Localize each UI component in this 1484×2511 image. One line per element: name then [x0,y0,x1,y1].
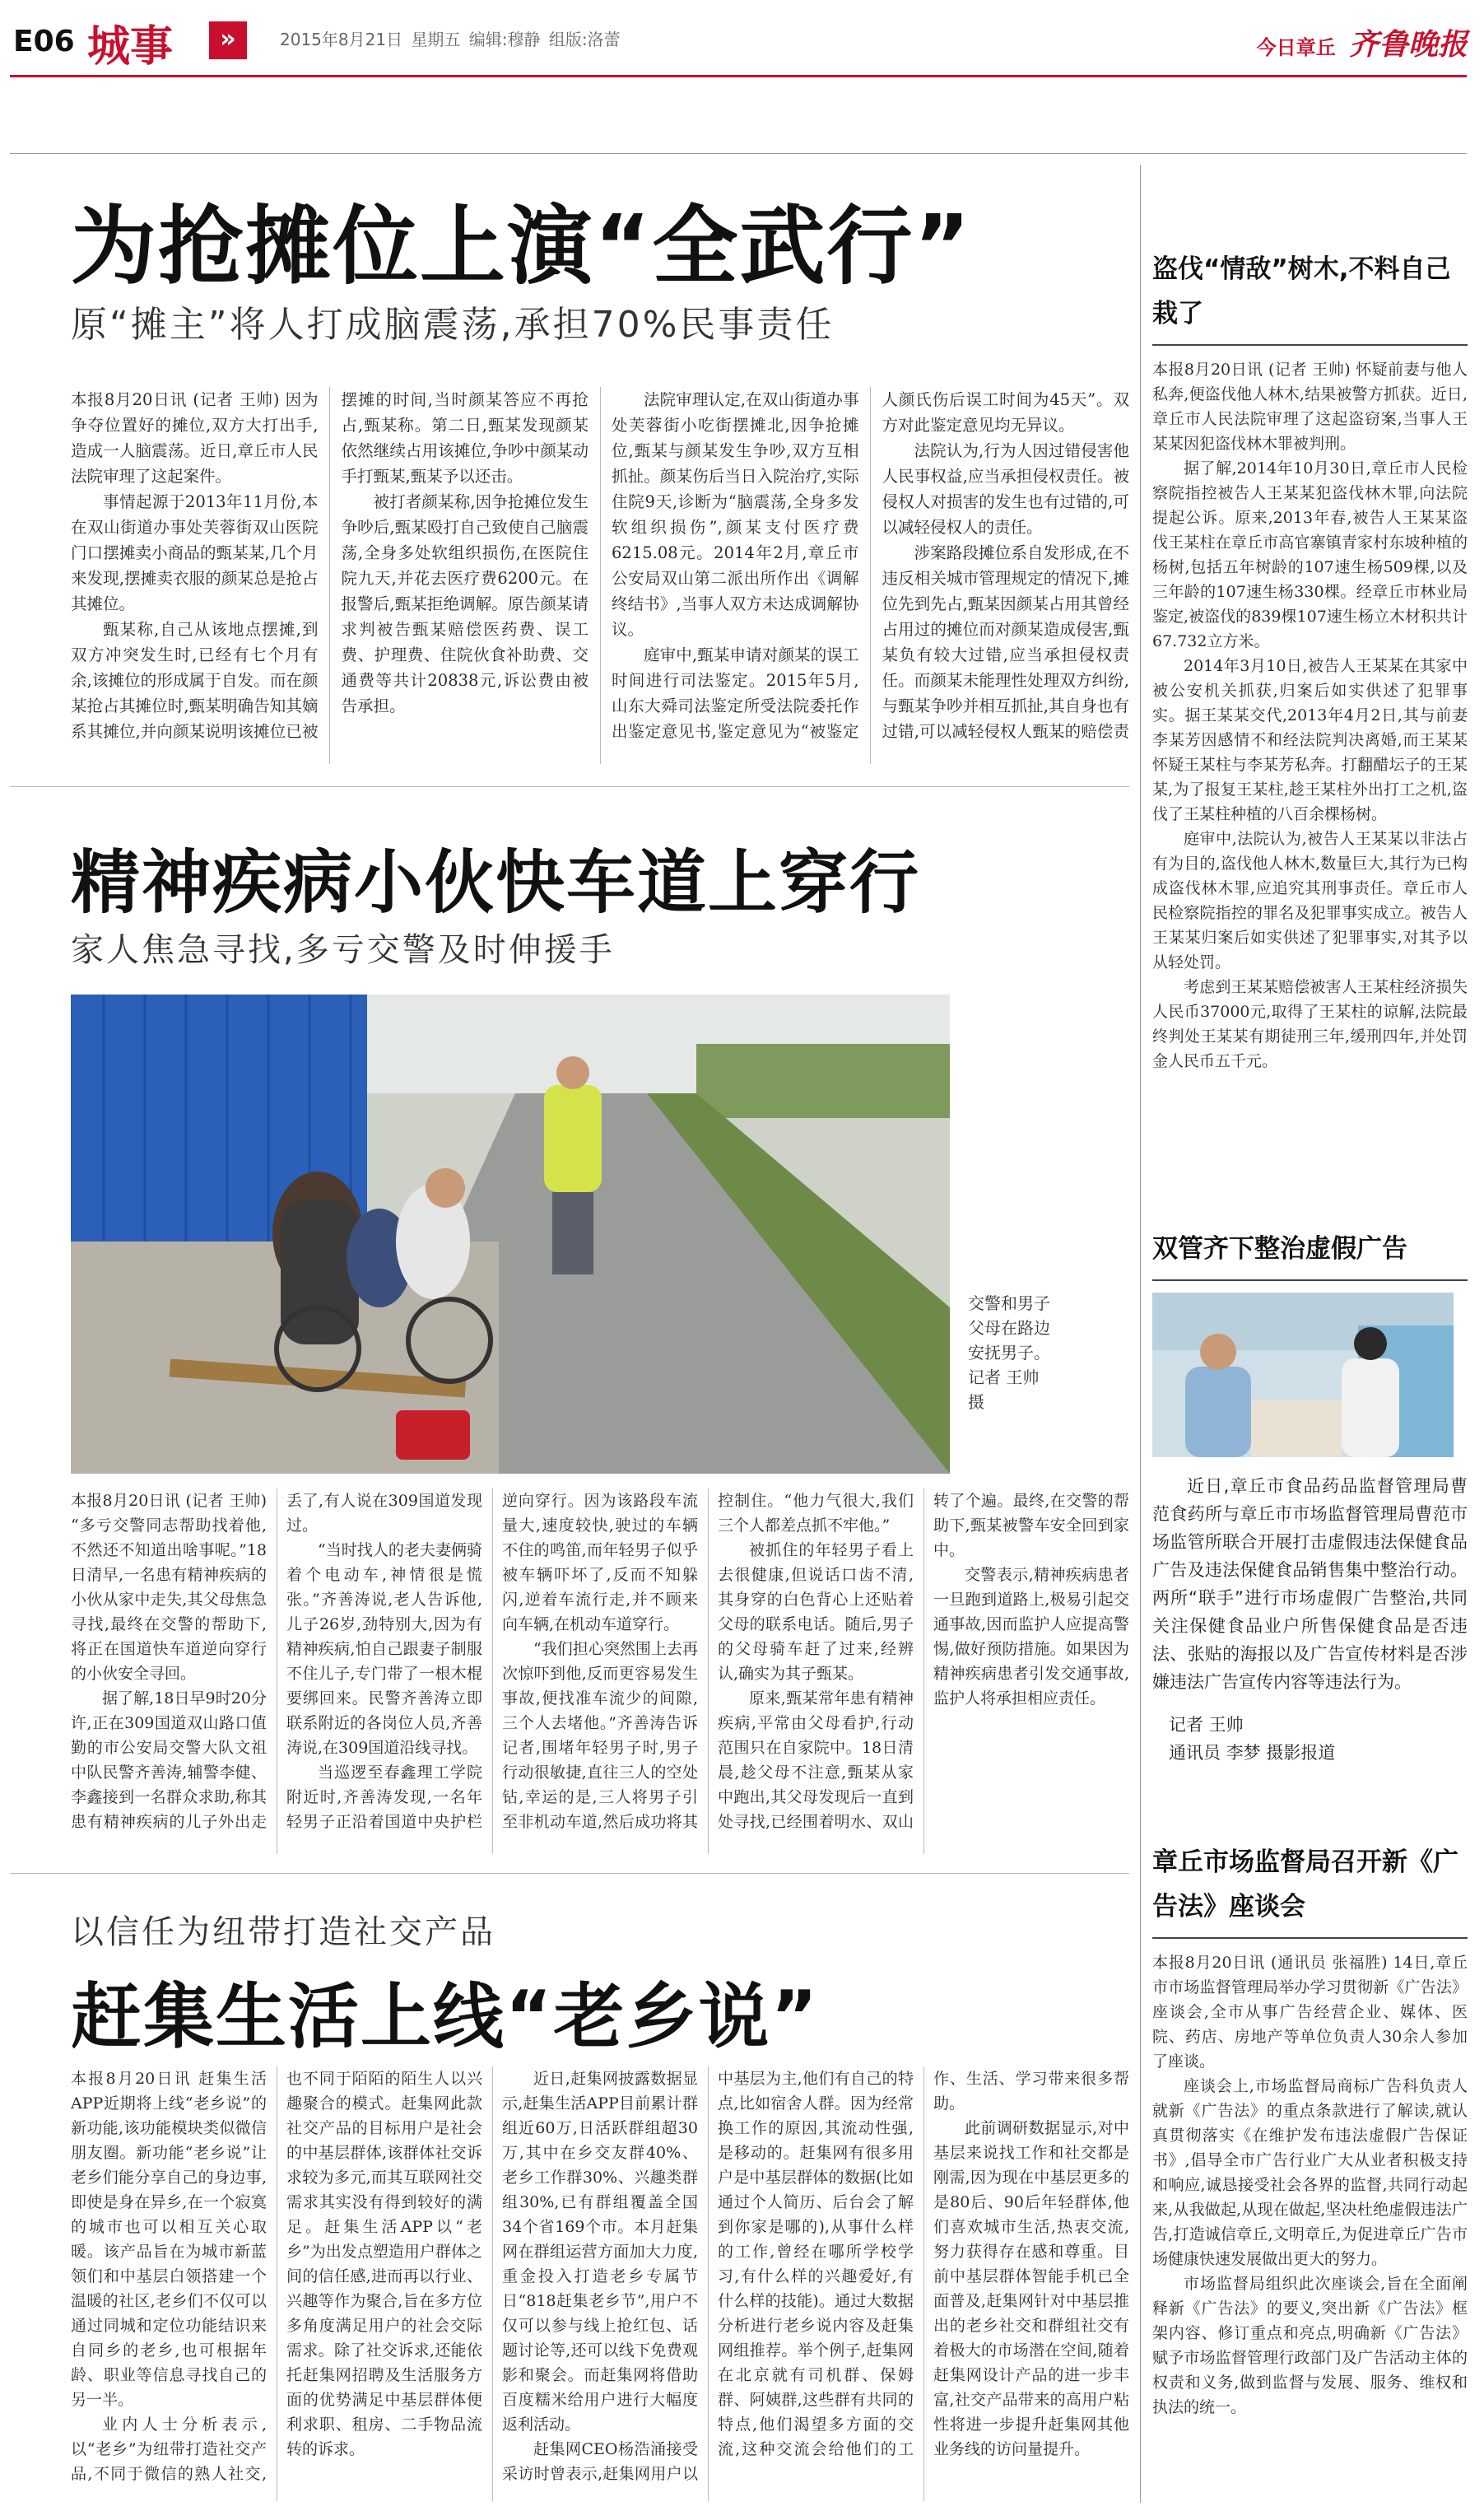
article1-paragraph: 甄某称,自己从该地点摆摊,到双方冲突发生时,已经有七个月有余,该摊位的形成属于自发。而在颜某抢占其摊位时,甄某明确告知其嫡系其摊位,并向颜某说明该摊位已被摆摊的时间,当时颜某答应不再抢占,甄某称。第二日,甄某发现颜某依然继续占用该摊位,争吵中颜某动手打甄某,甄某予以还击。 [71,390,588,741]
sidebar-story-3 [1152,1840,1468,2503]
article1-lead: 本报8月20日讯 (记者 王帅) 因为争夺位置好的摊位,双方大打出手,造成一人脑震荡。近日,章丘市人民法院审理了这起案件。 [71,390,319,486]
article2-paragraph: 交警表示,精神疾病患者一旦跑到道路上,极易引起交通事故,因而监护人应提高警惕,做好预防措施。如果因为精神疾病患者引发交通事故,监护人将承担相应责任。 [933,1566,1129,1707]
sidebar2-credit-correspondent: 通讯员 李梦 摄影报道 [1169,1743,1336,1763]
article1-paragraph: 涉案路段摊位系自发形成,在不违反相关城市管理规定的情况下,摊位先到先占,甄某因颜某占用其曾经占用过的摊位而对颜某造成侵害,甄某负有较大过错,应当承担侵权责任。而颜某未能理性处理双方纠纷,与甄某争吵并相互抓扯,其自身也有过错,可以减轻侵权人甄某的赔偿责 [882,543,1129,741]
article2-paragraph: 被抓住的年轻男子看上去很健康,但说话口齿不清,其身穿的白色背心上还贴着父母的联系电话。随后,男子的父母骑车赶了过来,经辨认,确实为其子甄某。 [718,1541,914,1683]
brand-logo: 齐鲁晚报 [1348,27,1468,62]
sidebar-title-rule [1152,1279,1468,1281]
issue-date: 2015年8月21日 [280,30,403,49]
article2-lead: 本报8月20日讯 (记者 王帅) “多亏交警同志帮助找着他,不然还不知道出啥事呢。”18日清早,一名患有精神疾病的小伙从家中走失,其父母焦急寻找,最终在交警的帮助下,将正在国道快车道逆向穿行的小伙安全寻回。 [71,1492,267,1683]
article2-subtitle: 家人焦急寻找,多亏交警及时伸援手 [71,931,615,969]
sidebar-title-rule [1152,344,1468,346]
article2-paragraph: “我们担心突然围上去再次惊吓到他,反而更容易发生事故,便找准车流少的间隙,三个人去堵他。”齐善涛告诉记者,围堵年轻男子时,男子行动很敏捷,直往三人的空处钻,幸运的是,三人将男子引至非机动车道,然后成功将其控制住。“他力气很大,我们三个人都差点抓不牢他。” [502,1492,914,1831]
article2-body [71,1488,1129,1854]
article3-kicker: 以信任为纽带打造社交产品 [71,1913,495,1951]
header-rule [10,75,1467,77]
issue-editor: 编辑:穆静 [468,30,541,49]
article1-subtitle: 原“摊主”将人打成脑震荡,承担70%民事责任 [71,304,835,346]
sidebar1-lead: 本报8月20日讯 (记者 王帅) 怀疑前妻与他人私奔,便盗伐他人林木,结果被警方抓获。近日,章丘市人民法院审理了这起盗窃案,当事人王某某因犯盗伐林木罪被判刑。 [1152,361,1468,453]
article-separator [10,1873,1129,1874]
sidebar-story-2 [1152,1227,1468,1819]
issue-layout: 组版:洛蕾 [548,30,621,49]
sidebar1-title: 盗伐“情敌”树木,不料自己栽了 [1152,254,1451,328]
article-separator [10,786,1129,787]
section-arrow-icon: » [209,21,247,59]
article1-paragraph: 法院审理认定,在双山街道办事处芙蓉街小吃街摆摊北,因争抢摊位,甄某与颜某发生争吵,双方互相抓扯。颜某伤后当日入院治疗,实际住院9天,诊断为“脑震荡,全身多发软组织损伤”,颜某支付医疗费6215.08元。2014年2月,章丘市公安局双山第二派出所作出《调解终结书》,当事人双方未达成调解协议。 [612,390,859,639]
page-number: E06 [13,25,75,58]
article3-paragraph: 近日,赶集网披露数据显示,赶集生活APP目前累计群组近60万,日活跃群组超30万,其中在乡交友群40%、老乡工作群30%、兴趣类群组30%,已有群组覆盖全国34个省169个市。本月赶集网在群组运营方面加大力度,重金投入打造老乡专属节日“818赶集老乡节”,用户不仅可以参与线上抢红包、话题讨论等,还可以线下免费观影和聚会。而赶集网将借助百度糯米给用户进行大幅度返利活动。 [502,2070,698,2434]
article2-paragraph: 原来,甄某常年患有精神疾病,平常由父母看护,行动范围只在自家院中。18日清晨,趁父母不注意,甄某从家中跑出,其父母发现后一直到处寻找,已经围着明水、双山转了个遍。最终,在交警的帮助下,甄某被警车安全回到家中。 [718,1492,1129,1831]
sidebar3-lead: 本报8月20日讯 (通讯员 张福胜) 14日,章丘市市场监督管理局举办学习贯彻新《广告法》座谈会,全市从事广告经营企业、媒体、医院、药店、房地产等单位负责人30余人参加了座谈。 [1152,1954,1468,2071]
sidebar3-body [1152,1950,1468,2420]
article1-paragraph: 法院认为,行为人因过错侵害他人民事权益,应当承担侵权责任。被侵权人对损害的发生也有过错的,可以减轻侵权人的责任。 [882,441,1129,537]
brand [1257,21,1468,63]
header-thin-rule [10,153,1467,154]
article2-title: 精神疾病小伙快车道上穿行 [71,842,921,923]
article3-paragraph: 此前调研数据显示,对中基层来说找工作和社交都是刚需,因为现在中基层更多的是80后、90后年轻群体,他们喜欢城市生活,热衷交流,努力获得存在感和尊重。目前中基层群体智能手机已全面普及,赶集网针对中基层推出的老乡社交和群组社交有着极大的市场潜在空间,随着赶集网设计产品的进一步丰富,社交产品带来的高用户粘性将进一步提升赶集网其他业务线的访问量提升。 [933,2119,1129,2458]
article3-lead: 本报8月20日讯 赶集生活APP近期将上线“老乡说”的新功能,该功能模块类似微信朋友圈。新功能“老乡说”让老乡们能分享自己的身边事,即使是身在异乡,在一个寂寞的城市也可以相互关心取暖。该产品旨在为城市新蓝领们和中基层白领搭建一个温暖的社区,老乡们不仅可以通过同城和定位功能结识来自同乡的老乡,也可根据年龄、职业等信息寻找自己的另一半。 [71,2070,267,2409]
sidebar1-paragraph: 庭审中,法院认为,被告人王某某以非法占有为目的,盗伐他人林木,数量巨大,其行为已构成盗伐林木罪,应追究其刑事责任。章丘市人民检察院指控的罪名及犯罪事实成立。被告人王某某归案后如实供述了犯罪事实,对其予以从轻处罚。 [1152,830,1468,971]
sidebar2-body [1152,1472,1468,1696]
sidebar2-credit [1152,1711,1468,1767]
photo-scene [71,995,950,1474]
sidebar3-title: 章丘市场监督局召开新《广告法》座谈会 [1152,1847,1458,1922]
sidebar-rule [1140,165,1141,2503]
article2-paragraph: “当时找人的老夫妻俩骑着个电动车,神情很是慌张。”齐善涛说,老人告诉他,儿子26岁,劲特别大,因为有精神疾病,怕自己跟妻子制服不住儿子,专门带了一根木棍要绑回来。民警齐善涛立即联系附近的各岗位人员,齐善涛说,在309国道沿线寻找。 [286,1541,482,1757]
sidebar-photo [1152,1293,1454,1457]
sidebar3-paragraph: 市场监督局组织此次座谈会,旨在全面阐释新《广告法》的要义,突出新《广告法》框架内容、修订重点和亮点,明确新《广告法》赋予市场监督管理行政部门及广告活动主体的权责和义务,做到监督与发展、服务、维权和执法的统一。 [1152,2275,1468,2416]
photo-caption: 交警和男子父母在路边安抚男子。记者 王帅 摄 [968,1293,1050,1412]
news-photo [71,995,950,1474]
sidebar2-text: 近日,章丘市食品药品监督管理局曹范食药所与章丘市市场监督管理局曹范市场监管所联合开展打击虚假违法保健食品广告及违法保健食品销售集中整治行动。两所“联手”进行市场虚假广告整治,共同关注保健食品业户所售保健食品是否违法、张贴的海报以及广告宣传材料是否涉嫌违法广告宣传内容等违法行为。 [1152,1476,1468,1692]
sidebar-story-1 [1152,247,1468,1202]
article1-paragraph: 被打者颜某称,因争抢摊位发生争吵后,甄某殴打自己致使自己脑震荡,全身多处软组织损伤,在医院住院九天,并花去医疗费6200元。在报警后,甄某拒绝调解。原告颜某请求判被告甄某赔偿医药费、误工费、护理费、住院伙食补助费、交通费等共计20838元,诉讼费由被告承担。 [341,492,588,715]
article3-body [71,2066,1129,2501]
article3-title: 赶集生活上线“老乡说” [71,1976,820,2058]
article1-paragraph: 庭审中,甄某申请对颜某的误工时间进行司法鉴定。2015年5月,山东大舜司法鉴定所受法院委托作出鉴定意见书,鉴定意见为“被鉴定人颜氏伤后误工时间为45天”。双方对此鉴定意见均无异议。 [612,390,1129,741]
brand-text: 今日章丘 [1256,36,1336,59]
sidebar1-paragraph: 考虑到王某某赔偿被害人王某柱经济损失人民币37000元,取得了王某柱的谅解,法院最终判处王某某有期徒刑三年,缓刑四年,并处罚金人民币五千元。 [1152,978,1468,1070]
article1-body [71,387,1129,764]
article2-paragraph: 当巡逻至春鑫理工学院附近时,齐善涛发现,一名年轻男子正沿着国道中央护栏逆向穿行。因为该路段车流量大,速度较快,驶过的车辆不住的鸣笛,而年轻男子似乎被车辆吓坏了,反而不知躲闪,逆着车流行走,并不顾来向车辆,在机动车道穿行。 [286,1492,698,1831]
sidebar2-credit-reporter: 记者 王帅 [1169,1715,1244,1735]
article1-title: 为抢摊位上演“全武行” [71,196,972,296]
article3-paragraph: 赶集网CEO杨浩涌接受采访时曾表示,赶集网用户以中基层为主,他们有自己的特点,比如宿舍人群。因为经常换工作的原因,其流动性强,是移动的。赶集网有很多用户是中基层群体的数据(比如通过个人简历、后台会了解到你家是哪的),从事什么样的工作,曾经在哪所学校学习,有什么样的兴趣爱好,有什么样的技能)。通过大数据分析进行老乡说内容及赶集网组推荐。举个例子,赶集网在北京就有司机群、保姆群、阿姨群,这些群有共同的特点,他们渴望多方面的交流,这种交流会给他们的工作、生活、学习带来很多帮助。 [502,2070,1129,2483]
article1-paragraph: 事情起源于2013年11月份,本在双山街道办事处芙蓉街双山医院门口摆摊卖小商品的甄某某,几个月来发现,摆摊卖衣服的颜某总是抢占其摊位。 [71,492,319,613]
issue-weekday: 星期五 [411,30,461,49]
sidebar-photo-scene [1152,1293,1454,1457]
sidebar1-paragraph: 据了解,2014年10月30日,章丘市人民检察院指控被告人王某某犯盗伐林木罪,向法院提起公诉。原来,2013年春,被告人王某某盗伐王某柱在章丘市高官寨镇青家村东坡种植的杨树,包括五年树龄的107速生杨509棵,以及三年龄的107速生杨330棵。经章丘市林业局鉴定,被盗伐的839棵107速生杨立木材积共计67.732立方米。 [1152,459,1468,650]
article3-paragraph: 业内人士分析表示,以“老乡”为纽带打造社交产品,不同于微信的熟人社交,也不同于陌陌的陌生人以兴趣聚合的模式。赶集网此款社交产品的目标用户是社会的中基层群体,该群体社交诉求较为多元,而其互联网社交需求其实没有得到较好的满足。赶集生活APP以“老乡”为出发点塑造用户群体之间的信任感,进而再以行业、兴趣等作为聚合,旨在多方位多角度满足用户的社会交际需求。除了社交诉求,还能依托赶集网招聘及生活服务方面的优势满足中基层群体便利求职、租房、二手物品流转的诉求。 [71,2070,482,2483]
sidebar-title-rule [1152,1937,1468,1939]
issue-meta [280,26,621,50]
sidebar3-paragraph: 座谈会上,市场监督局商标广告科负责人就新《广告法》的重点条款进行了解读,就认真贯彻落实《在维护发布违法虚假广告保证书》,倡导全市广告行业广大从业者积极支持和响应,诚恳接受社会各界的监督,共同行动起来,从我做起,从现在做起,坚决杜绝虚假违法广告,打造诚信章丘,文明章丘,为促进章丘广告市场健康快速发展做出更大的努力。 [1152,2077,1468,2268]
sidebar2-title: 双管齐下整治虚假广告 [1152,1234,1407,1264]
section-name: 城事 [87,22,174,72]
page-header [0,0,1484,99]
sidebar1-paragraph: 2014年3月10日,被告人王某某在其家中被公安机关抓获,归案后如实供述了犯罪事实。据王某某交代,2013年4月2日,其与前妻李某芳因感情不和经法院判决离婚,而王某某怀疑王某柱与李某芳私奔。打翻醋坛子的王某某,为了报复王某柱,趁王某柱外出打工之机,盗伐了王某柱种植的八百余棵杨树。 [1152,657,1468,823]
article2-paragraph: 据了解,18日早9时20分许,正在309国道双山路口值勤的市公安局交警大队文祖中队民警齐善涛,辅警李健、李鑫接到一名群众求助,称其患有精神疾病的儿子外出走丢了,有人说在309国道发现过。 [71,1492,482,1831]
sidebar1-body [1152,357,1468,1074]
